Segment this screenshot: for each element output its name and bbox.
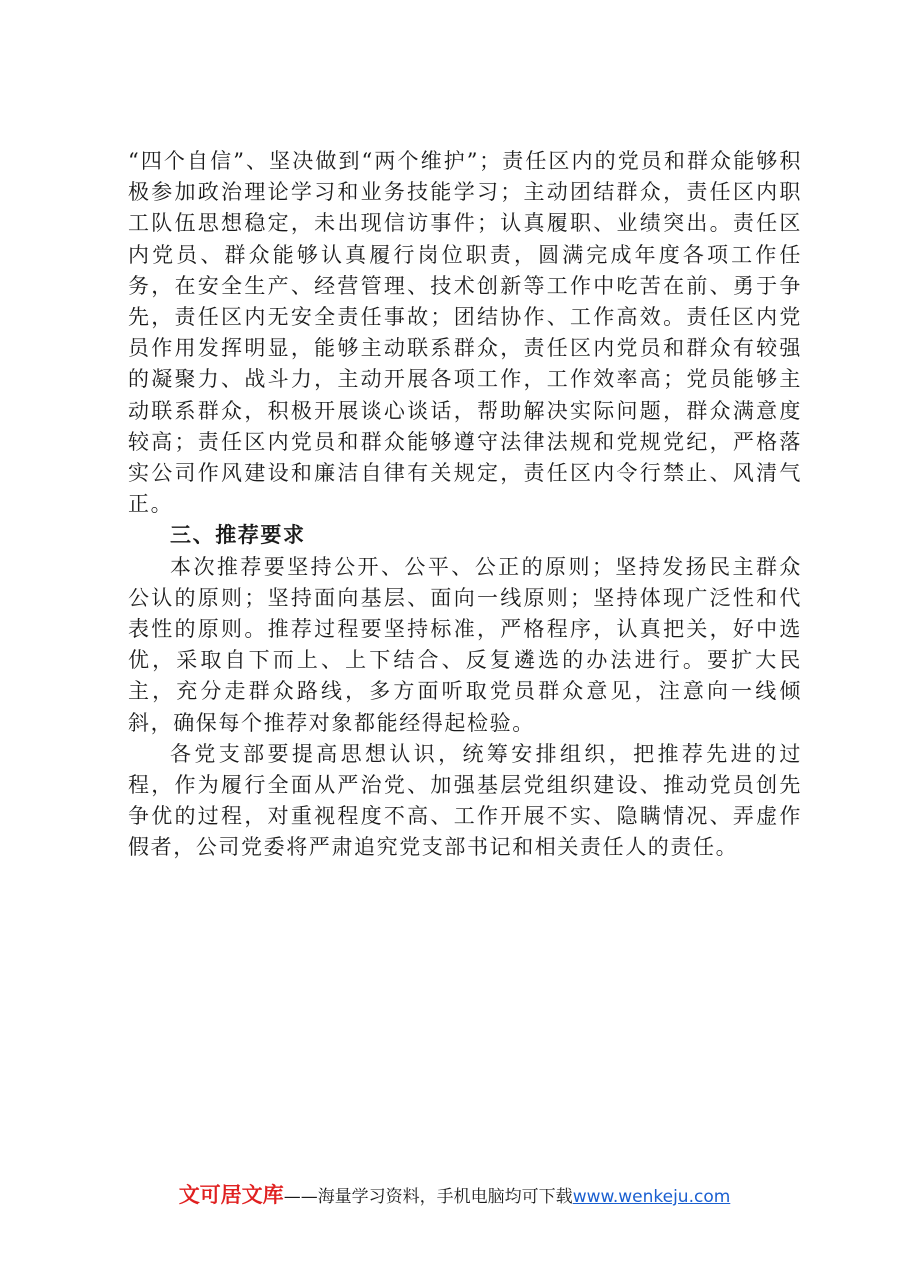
footer-url-link[interactable]: www.wenkeju.com <box>572 1187 731 1207</box>
requirement-paragraph-2: 各党支部要提高思想认识，统筹安排组织，把推荐先进的过程，作为履行全面从严治党、加强基层党组织建设、推动党员创先争优的过程，对重视程度不高、工作开展不实、隐瞒情况、弄虚作假者，公司党委将严肃追究党支部书记和相关责任人的责任。 <box>128 741 802 860</box>
footer-banner <box>0 1182 909 1210</box>
section-heading: 三、推荐要求 <box>170 523 306 548</box>
continued-paragraph: “四个自信”、坚决做到“两个维护”；责任区内的党员和群众能够积极参加政治理论学习和业务技能学习；主动团结群众，责任区内职工队伍思想稳定，未出现信访事件；认真履职、业绩突出。责任区内党员、群众能够认真履行岗位职责，圆满完成年度各项工作任务，在安全生产、经营管理、技术创新等工作中吃苦在前、勇于争先，责任区内无安全责任事故；团结协作、工作高效。责任区内党员作用发挥明显，能够主动联系群众，责任区内党员和群众有较强的凝聚力、战斗力，主动开展各项工作，工作效率高；党员能够主动联系群众，积极开展谈心谈话，帮助解决实际问题，群众满意度较高；责任区内党员和群众能够遵守法律法规和党规党纪，严格落实公司作风建设和廉洁自律有关规定，责任区内令行禁止、风清气正。 <box>128 149 802 517</box>
footer-brand: 文可居文库 <box>178 1183 284 1207</box>
requirement-paragraph-1: 本次推荐要坚持公开、公平、公正的原则；坚持发扬民主群众公认的原则；坚持面向基层、面向一线原则；坚持体现广泛性和代表性的原则。推荐过程要坚持标准，严格程序，认真把关，好中选优，采取自下而上、上下结合、反复遴选的办法进行。要扩大民主，充分走群众路线，多方面听取党员群众意见，注意向一线倾斜，确保每个推荐对象都能经得起检验。 <box>128 554 802 735</box>
footer-tagline: ——海量学习资料，手机电脑均可下载 <box>283 1187 573 1207</box>
document-body <box>128 146 802 864</box>
